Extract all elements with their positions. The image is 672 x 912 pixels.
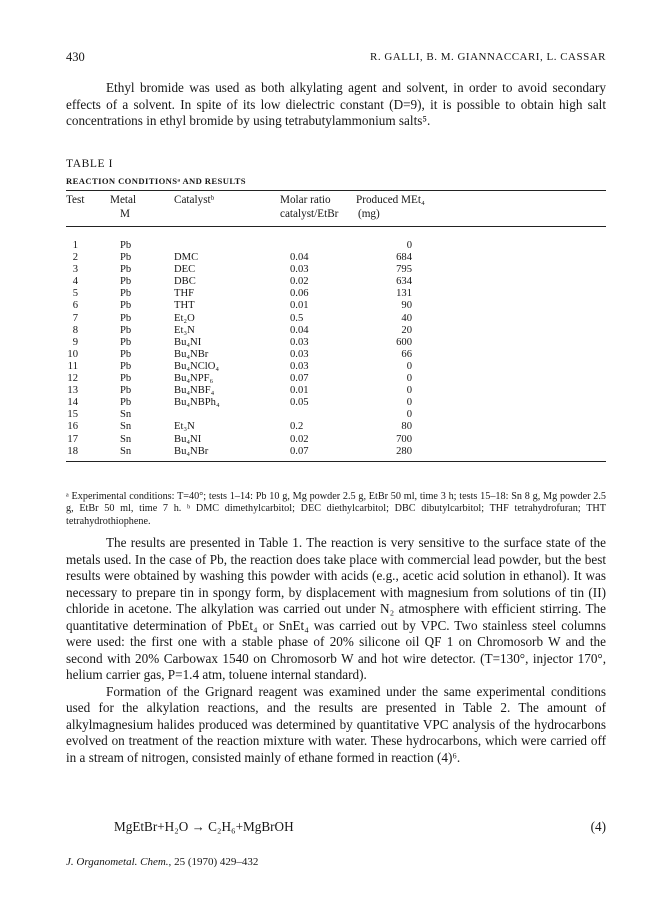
table-row: [66, 337, 606, 349]
cell-produced: 80: [401, 421, 412, 433]
table-row: [66, 313, 606, 325]
cell-test: 5: [72, 288, 78, 300]
cell-test: 17: [67, 433, 78, 445]
cell-test: 14: [67, 397, 78, 409]
table-row: [66, 264, 606, 276]
cell-metal: Pb: [120, 324, 132, 336]
cell-test: 12: [67, 373, 78, 385]
cell-metal: Pb: [120, 373, 132, 385]
cell-catalyst: DMC: [174, 252, 199, 264]
cell-produced: 700: [396, 433, 412, 445]
cell-ratio: 0.06: [290, 288, 309, 300]
equation-text: MgEtBr+H₂O → C₂H₆+MgBrOH: [114, 819, 294, 834]
cell-metal: Sn: [120, 421, 132, 433]
cell-catalyst: THT: [174, 300, 195, 312]
cell-ratio: 0.03: [290, 348, 309, 360]
cell-produced: 795: [396, 264, 412, 276]
cell-metal: Pb: [120, 336, 132, 348]
cell-ratio: 0.5: [290, 312, 304, 324]
cell-produced: 0: [406, 385, 412, 397]
cell-produced: 0: [406, 240, 412, 251]
cell-test: 3: [72, 264, 78, 276]
table-row: [66, 325, 606, 337]
cell-metal: Sn: [120, 433, 132, 445]
cell-produced: 600: [396, 336, 412, 348]
cell-produced: 20: [401, 324, 412, 336]
page-number: 430: [66, 50, 85, 64]
table-row: [66, 446, 606, 458]
equation-number: (4): [590, 819, 606, 834]
cell-ratio: 0.2: [290, 421, 304, 433]
cell-test: 6: [72, 300, 78, 312]
table-row: [66, 361, 606, 373]
intro-paragraph: Ethyl bromide was used as both alkylating agent and solvent, in order to avoid secondary effects of a solvent. In spite of its low dielectric constant (D=9), it is possible to obtain high salt concentrations in ethyl bromide by using tetrabutylammonium salts⁵.: [66, 80, 606, 128]
cell-catalyst: Et₂O: [174, 312, 195, 324]
cell-produced: 0: [406, 409, 412, 421]
table-row: [66, 385, 606, 397]
col-ratio-line2: catalyst/EtBr: [280, 208, 339, 220]
cell-catalyst: Bu₄NI: [174, 433, 202, 445]
cell-metal: Pb: [120, 300, 132, 312]
cell-test: 11: [67, 360, 78, 372]
cell-catalyst: Bu₄NBPh₄: [174, 397, 220, 409]
results-paragraph: The results are presented in Table 1. The reaction is very sensitive to the surface state of the metals used. In the case of Pb, the reaction does take place with commercial lead powder, but the best results were obtained by washing this powder with acids (e.g., acetic acid solution in ethanol). It was necessary to prepare tin in spongy form, by displacement with magnesium from solutions of tin (II) chloride in acetone. The alkylation was carried out under N₂ atmosphere with efficient stirring. The quantitative determination of PbEt₄ or SnEt₄ was carried out by VPC. Two stainless steel columns were used: the first one with a stable phase of 20% silicone oil QF 1 on Chromosorb W and the second with 20% Carbowax 1540 on Chromosorb W and hot wire detector. (T=130°, injector 170°, helium carrier gas, P=1.4 atm, toluene internal standard).: [66, 535, 606, 682]
table-top-rule: [66, 190, 606, 191]
journal-citation: [66, 856, 258, 868]
cell-ratio: 0.07: [290, 373, 309, 385]
cell-metal: Pb: [120, 288, 132, 300]
cell-test: 8: [72, 324, 78, 336]
cell-ratio: 0.01: [290, 385, 309, 397]
cell-metal: Pb: [120, 252, 132, 264]
cell-test: 7: [72, 312, 78, 324]
table-row: [66, 373, 606, 385]
table-bottom-rule: [66, 461, 606, 462]
cell-metal: Pb: [120, 276, 132, 288]
col-produced-line2: (mg): [358, 208, 380, 220]
cell-produced: 90: [401, 300, 412, 312]
cell-test: 9: [72, 336, 78, 348]
cell-metal: Pb: [120, 385, 132, 397]
cell-catalyst: DBC: [174, 276, 196, 288]
cell-test: 16: [67, 421, 78, 433]
cell-produced: 0: [406, 360, 412, 372]
cell-produced: 66: [401, 348, 412, 360]
cell-catalyst: Et₃N: [174, 324, 195, 336]
col-ratio-line1: Molar ratio: [280, 194, 331, 206]
cell-produced: 280: [396, 445, 412, 457]
table-row: [66, 409, 606, 421]
cell-ratio: 0.04: [290, 252, 309, 264]
cell-catalyst: Bu₄NI: [174, 336, 202, 348]
cell-catalyst: Et₃N: [174, 421, 195, 433]
col-metal: Metal: [110, 194, 137, 206]
body-text: [66, 535, 606, 766]
cell-test: 10: [67, 348, 78, 360]
cell-produced: 0: [406, 373, 412, 385]
table-footnote: ᵃ Experimental conditions: T=40°; tests 1–14: Pb 10 g, Mg powder 2.5 g, EtBr 50 ml, time 3 h; tests 15–18: Sn 8 g, Mg powder 2.5 g, EtBr 50 ml, time 7 h. ᵇ DMC dimethylcarbitol; DEC diethylcarbitol; DBC dibutylcarbitol; THF tetrahydrofuran; THT tetrahydrothiophene.: [66, 491, 606, 527]
cell-metal: Sn: [120, 409, 132, 421]
cell-catalyst: Bu₄NPF₆: [174, 373, 214, 385]
table-caption: REACTION CONDITIONSᵃ AND RESULTS: [66, 176, 246, 186]
running-authors: R. GALLI, B. M. GIANNACCARI, L. CASSAR: [370, 51, 606, 63]
journal-ref: 25 (1970) 429–432: [174, 856, 259, 868]
table-label: TABLE I: [66, 158, 114, 170]
cell-metal: Sn: [120, 445, 132, 457]
table-row: [66, 252, 606, 264]
cell-ratio: 0.05: [290, 397, 309, 409]
cell-metal: Pb: [120, 348, 132, 360]
table-row: [66, 397, 606, 409]
col-test: Test: [66, 194, 85, 206]
grignard-paragraph: Formation of the Grignard reagent was examined under the same experimental conditions used for the alkylation reactions, and the results are presented in Table 2. The amount of alkylmagnesium halides produced was determined by quantitative VPC analysis of the hydrocarbons evolved on treatment of the reaction mixture with water. These hydrocarbons, which were carried off in a stream of nitrogen, consisted mainly of ethane formed in reaction (4)⁶.: [66, 683, 606, 765]
cell-metal: Pb: [120, 264, 132, 276]
cell-ratio: 0.03: [290, 264, 309, 276]
col-produced-line1: Produced MEt₄: [356, 194, 425, 206]
cell-test: 2: [72, 252, 78, 264]
cell-ratio: 0.03: [290, 360, 309, 372]
cell-ratio: 0.02: [290, 433, 309, 445]
cell-metal: Pb: [120, 397, 132, 409]
cell-produced: 40: [401, 312, 412, 324]
cell-ratio: 0.01: [290, 300, 309, 312]
table-body: [66, 240, 606, 458]
table-row: [66, 288, 606, 300]
cell-catalyst: Bu₄NBr: [174, 445, 209, 457]
table-row: [66, 434, 606, 446]
cell-produced: 634: [396, 276, 412, 288]
cell-ratio: 0.04: [290, 324, 309, 336]
table-row: [66, 276, 606, 288]
cell-test: 1: [72, 240, 78, 251]
table-row: [66, 421, 606, 433]
cell-produced: 684: [396, 252, 412, 264]
table-row: [66, 300, 606, 312]
col-metal-symbol: M: [120, 208, 130, 220]
cell-test: 13: [67, 385, 78, 397]
cell-test: 4: [72, 276, 78, 288]
cell-catalyst: Bu₄NBF₄: [174, 385, 215, 397]
table-row: [66, 240, 606, 252]
cell-ratio: 0.03: [290, 336, 309, 348]
cell-catalyst: Bu₄NBr: [174, 348, 209, 360]
cell-ratio: 0.02: [290, 276, 309, 288]
cell-catalyst: Bu₄NClO₄: [174, 360, 220, 372]
cell-test: 18: [67, 445, 78, 457]
cell-produced: 0: [406, 397, 412, 409]
cell-produced: 131: [396, 288, 412, 300]
table-row: [66, 349, 606, 361]
cell-catalyst: DEC: [174, 264, 196, 276]
cell-metal: Pb: [120, 240, 132, 251]
cell-test: 15: [67, 409, 78, 421]
journal-name: J. Organometal. Chem.,: [66, 856, 172, 868]
table-header-rule: [66, 226, 606, 227]
col-catalyst: Catalystᵇ: [174, 194, 215, 206]
cell-catalyst: THF: [174, 288, 195, 300]
cell-ratio: 0.07: [290, 445, 309, 457]
cell-metal: Pb: [120, 360, 132, 372]
cell-metal: Pb: [120, 312, 132, 324]
